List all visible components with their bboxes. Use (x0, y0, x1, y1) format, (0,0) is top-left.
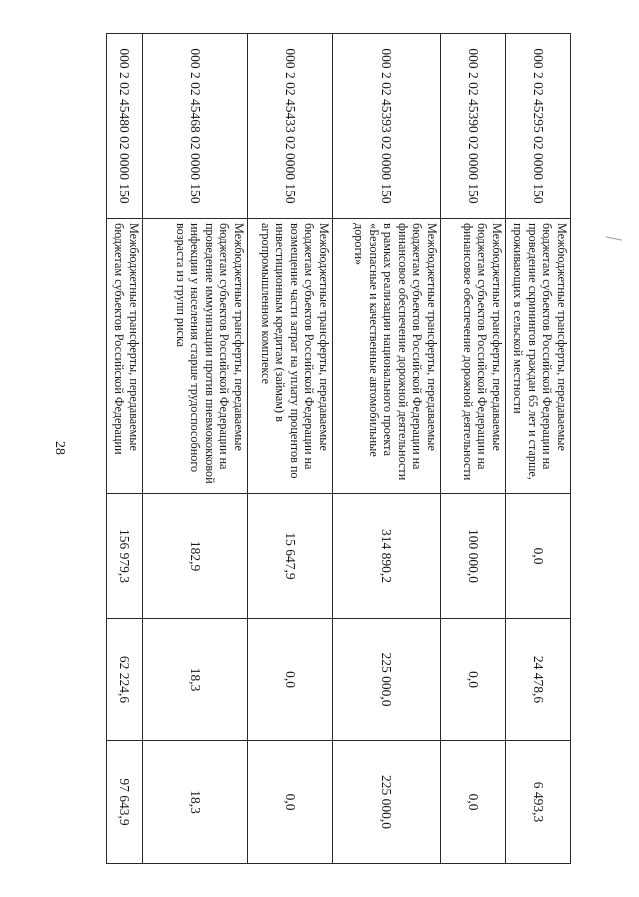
table-row (333, 34, 441, 864)
row-value: 156 979,3 (107, 494, 143, 619)
rotated-table-wrapper (106, 33, 571, 863)
row-value: 18,3 (143, 741, 248, 864)
row-value: 6 493,3 (506, 741, 571, 864)
row-value: 0,0 (248, 619, 333, 741)
row-value: 182,9 (143, 494, 248, 619)
table-row (248, 34, 333, 864)
row-value: 100 000,0 (441, 494, 506, 619)
row-code: 000 2 02 45433 02 0000 150 (248, 34, 333, 219)
row-value: 24 478,6 (506, 619, 571, 741)
row-code: 000 2 02 45390 02 0000 150 (441, 34, 506, 219)
row-value: 0,0 (441, 741, 506, 864)
page-number: 28 (52, 441, 67, 455)
row-description: Межбюджетные трансферты, передаваемые бюджетам субъектов Российской Федерации на проведение иммунизации против пневмококковой инфекции у населения старше трудоспособного возраста из групп риска (143, 219, 248, 494)
row-code: 000 2 02 45295 02 0000 150 (506, 34, 571, 219)
row-value: 225 000,0 (333, 741, 441, 864)
row-value: 0,0 (441, 619, 506, 741)
row-code: 000 2 02 45393 02 0000 150 (333, 34, 441, 219)
table-row (506, 34, 571, 864)
row-description: Межбюджетные трансферты, передаваемые бюджетам субъектов Российской Федерации на возмещение части затрат на уплату процентов по инвестиционным кредитам (займам) в агропромышленном комплексе (248, 219, 333, 494)
budget-table (106, 33, 571, 864)
row-description: Межбюджетные трансферты, передаваемые бюджетам субъектов Российской Федерации на проведение скринингов граждан 65 лет и старше, проживающих в сельской местности (506, 219, 571, 494)
scan-mark (606, 236, 622, 240)
row-value: 18,3 (143, 619, 248, 741)
row-value: 314 890,2 (333, 494, 441, 619)
row-description: Межбюджетные трансферты, передаваемые бюджетам субъектов Российской Федерации на финансовое обеспечение дорожной деятельности в рамках реализации национального проекта «Безопасные и качественные автомобильные дороги» (333, 219, 441, 494)
table-row (107, 34, 143, 864)
row-description: Межбюджетные трансферты, передаваемые бюджетам субъектов Российской Федерации (107, 219, 143, 494)
row-value: 97 643,9 (107, 741, 143, 864)
table-row (441, 34, 506, 864)
row-value: 15 647,9 (248, 494, 333, 619)
row-value: 0,0 (506, 494, 571, 619)
row-value: 0,0 (248, 741, 333, 864)
row-value: 225 000,0 (333, 619, 441, 741)
row-description: Межбюджетные трансферты, передаваемые бюджетам субъектов Российской Федерации на финансовое обеспечение дорожной деятельности (441, 219, 506, 494)
table-row (143, 34, 248, 864)
row-code: 000 2 02 45480 02 0000 150 (107, 34, 143, 219)
row-code: 000 2 02 45468 02 0000 150 (143, 34, 248, 219)
row-value: 62 224,6 (107, 619, 143, 741)
